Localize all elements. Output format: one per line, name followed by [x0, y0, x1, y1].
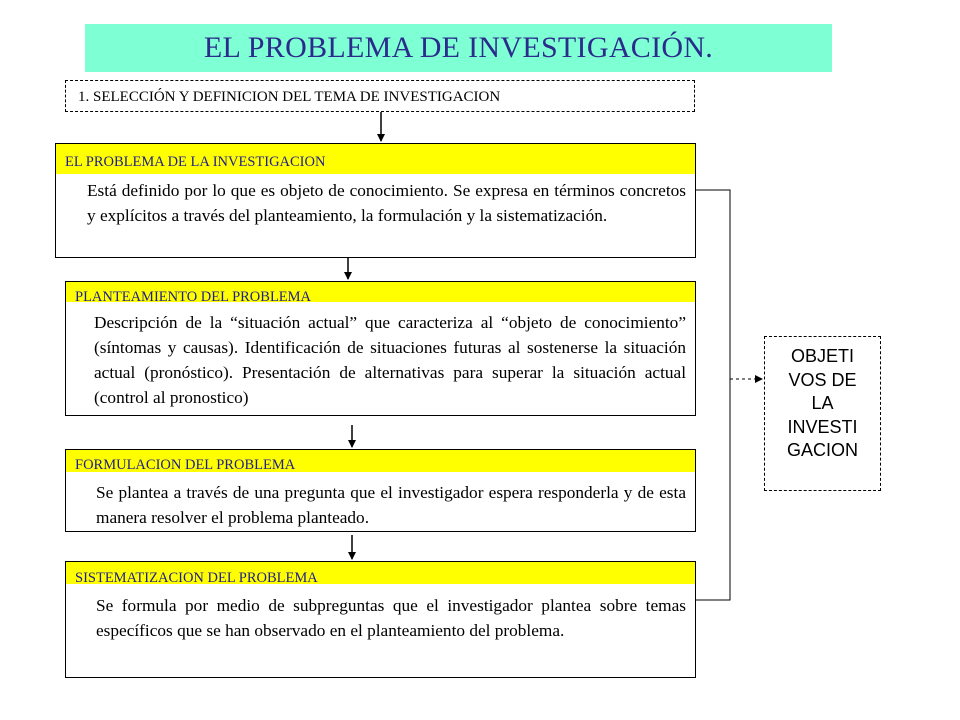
objetivos-line: LA [811, 393, 834, 413]
bracket-connector [696, 190, 730, 600]
objetivos-line: VOS DE [788, 369, 857, 390]
block-header: EL PROBLEMA DE LA INVESTIGACION [56, 144, 695, 174]
diagram-title: EL PROBLEMA DE INVESTIGACIÓN. [85, 24, 832, 72]
block-text: Descripción de la “situación actual” que caracteriza al “objeto de conocimiento” (síntomas y causas). Identificación de situaciones futuras al sostenerse la situación actual (pronóstico). Presentación de alternativas para superar la situación actual (control al pronostico) [94, 313, 686, 407]
block-header: PLANTEAMIENTO DEL PROBLEMA [66, 282, 695, 302]
step-selection-box: 1. SELECCIÓN Y DEFINICION DEL TEMA DE INVESTIGACION [65, 80, 695, 112]
objetivos-line: INVESTI [787, 416, 858, 437]
objetivos-line: GACION [786, 440, 858, 460]
block-text: Se formula por medio de subpreguntas que el investigador plantea sobre temas específicos que se han observado en el planteamiento del problema. [96, 596, 686, 640]
block-header: FORMULACION DEL PROBLEMA [66, 450, 695, 472]
block-text: Está definido por lo que es objeto de conocimiento. Se expresa en términos concretos y explícitos a través del planteamiento, la formulación y la sistematización. [87, 181, 686, 225]
objetivos-line: OBJETI [790, 346, 854, 366]
block-header: SISTEMATIZACION DEL PROBLEMA [66, 562, 695, 584]
block-text: Se plantea a través de una pregunta que el investigador espera responderla y de esta manera resolver el problema planteado. [96, 483, 686, 527]
